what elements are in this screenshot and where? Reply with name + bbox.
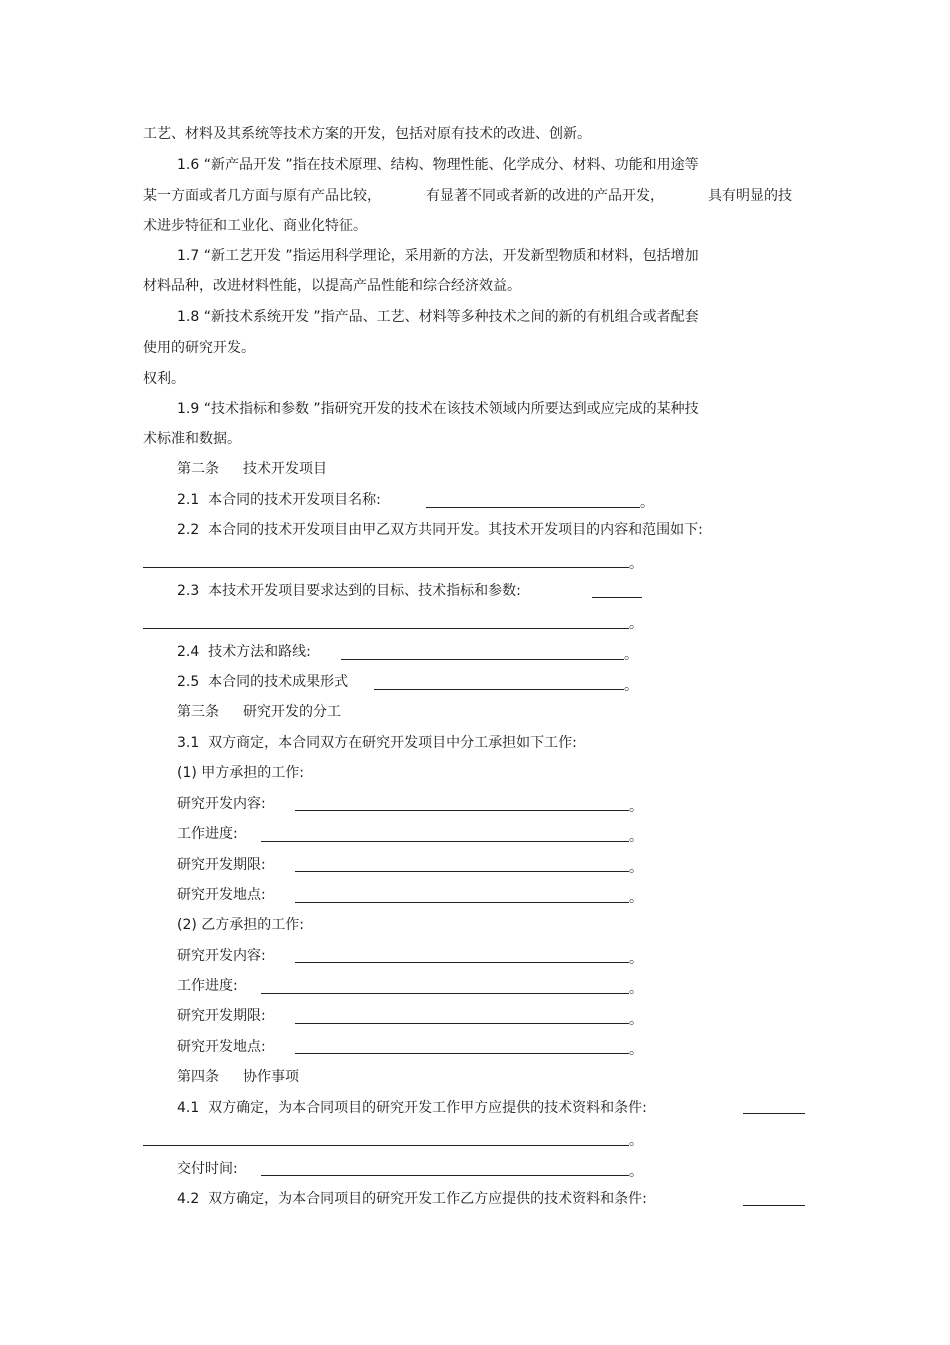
para-line: 权利。 [143,371,185,387]
period: 。 [629,1012,643,1028]
para-line: 材料品种，改进材料性能，以提高产品性能和综合经济效益。 [143,278,521,294]
fill-blank-party-b-content[interactable] [295,962,629,963]
clause-2-2: 2.2 本合同的技术开发项目由甲乙双方共同开发。其技术开发项目的内容和范围如下: [177,522,703,538]
fill-blank-party-b-materials-short[interactable] [743,1205,805,1206]
fill-blank-party-a-materials-short[interactable] [743,1113,805,1114]
party-b-heading: (2) 乙方承担的工作: [177,917,304,933]
party-a-heading: (1) 甲方承担的工作: [177,765,304,781]
delivery-time-label: 交付时间: [177,1161,238,1177]
period: 。 [629,1164,643,1180]
fill-blank-project-scope[interactable] [143,567,629,568]
period: 。 [629,556,643,572]
clause-2-4: 2.4 技术方法和路线: [177,644,311,660]
para-line: 某一方面或者几方面与原有产品比较， [143,188,381,204]
article-2-number: 第二条 [177,461,219,477]
article-4-title: 协作事项 [243,1069,299,1085]
para-line: 工艺、材料及其系统等技术方案的开发，包括对原有技术的改进、创新。 [143,126,591,142]
def-1-9: 1.9 “技术指标和参数 ”指研究开发的技术在该技术领域内所要达到或应完成的某种技 [177,401,699,417]
def-1-6: 1.6 “新产品开发 ”指在技术原理、结构、物理性能、化学成分、材料、功能和用途等 [177,157,699,173]
article-4-number: 第四条 [177,1069,219,1085]
def-1-8: 1.8 “新技术系统开发 ”指产品、工艺、材料等多种技术之间的新的有机组合或者配套 [177,309,699,325]
para-line: 使用的研究开发。 [143,340,255,356]
para-line: 术进步特征和工业化、商业化特征。 [143,218,367,234]
party-b-content-label: 研究开发内容: [177,948,266,964]
fill-blank-party-a-progress[interactable] [261,841,629,842]
period: 。 [629,1133,643,1149]
period: 。 [629,951,643,967]
def-1-7: 1.7 “新工艺开发 ”指运用科学理论，采用新的方法，开发新型物质和材料，包括增加 [177,248,699,264]
fill-blank-delivery-time[interactable] [261,1175,629,1176]
period: 。 [629,1042,643,1058]
fill-blank-targets-short[interactable] [592,597,642,598]
clause-2-5: 2.5 本合同的技术成果形式 [177,674,349,690]
period: 。 [624,647,638,663]
article-3-number: 第三条 [177,704,219,720]
period: 。 [624,678,638,694]
clause-4-2: 4.2 双方确定，为本合同项目的研究开发工作乙方应提供的技术资料和条件: [177,1191,647,1207]
fill-blank-project-name[interactable] [426,507,640,508]
fill-blank-method-route[interactable] [341,659,624,660]
fill-blank-party-b-progress[interactable] [261,993,629,994]
article-3-title: 研究开发的分工 [243,704,341,720]
clause-3-1: 3.1 双方商定，本合同双方在研究开发项目中分工承担如下工作: [177,735,577,751]
clause-2-1: 2.1 本合同的技术开发项目名称: [177,492,381,508]
fill-blank-result-form[interactable] [374,689,624,690]
fill-blank-party-b-term[interactable] [295,1023,629,1024]
party-a-content-label: 研究开发内容: [177,796,266,812]
article-2-title: 技术开发项目 [243,461,327,477]
period: 。 [640,495,654,511]
party-b-term-label: 研究开发期限: [177,1008,266,1024]
fill-blank-party-a-term[interactable] [295,871,629,872]
period: 。 [629,860,643,876]
para-line: 术标准和数据。 [143,431,241,447]
fill-blank-targets[interactable] [143,628,629,629]
clause-2-3: 2.3 本技术开发项目要求达到的目标、技术指标和参数: [177,583,521,599]
party-b-location-label: 研究开发地点: [177,1039,266,1055]
fill-blank-party-a-content[interactable] [295,810,629,811]
para-line: 有显著不同或者新的改进的产品开发， [426,188,664,204]
para-line: 具有明显的技 [708,188,792,204]
party-a-progress-label: 工作进度: [177,826,238,842]
fill-blank-party-a-location[interactable] [295,902,629,903]
party-b-progress-label: 工作进度: [177,978,238,994]
fill-blank-party-b-location[interactable] [295,1053,629,1054]
party-a-term-label: 研究开发期限: [177,857,266,873]
period: 。 [629,799,643,815]
clause-4-1: 4.1 双方确定，为本合同项目的研究开发工作甲方应提供的技术资料和条件: [177,1100,647,1116]
fill-blank-party-a-materials[interactable] [143,1145,629,1146]
period: 。 [629,616,643,632]
party-a-location-label: 研究开发地点: [177,887,266,903]
period: 。 [629,981,643,997]
period: 。 [629,829,643,845]
period: 。 [629,890,643,906]
